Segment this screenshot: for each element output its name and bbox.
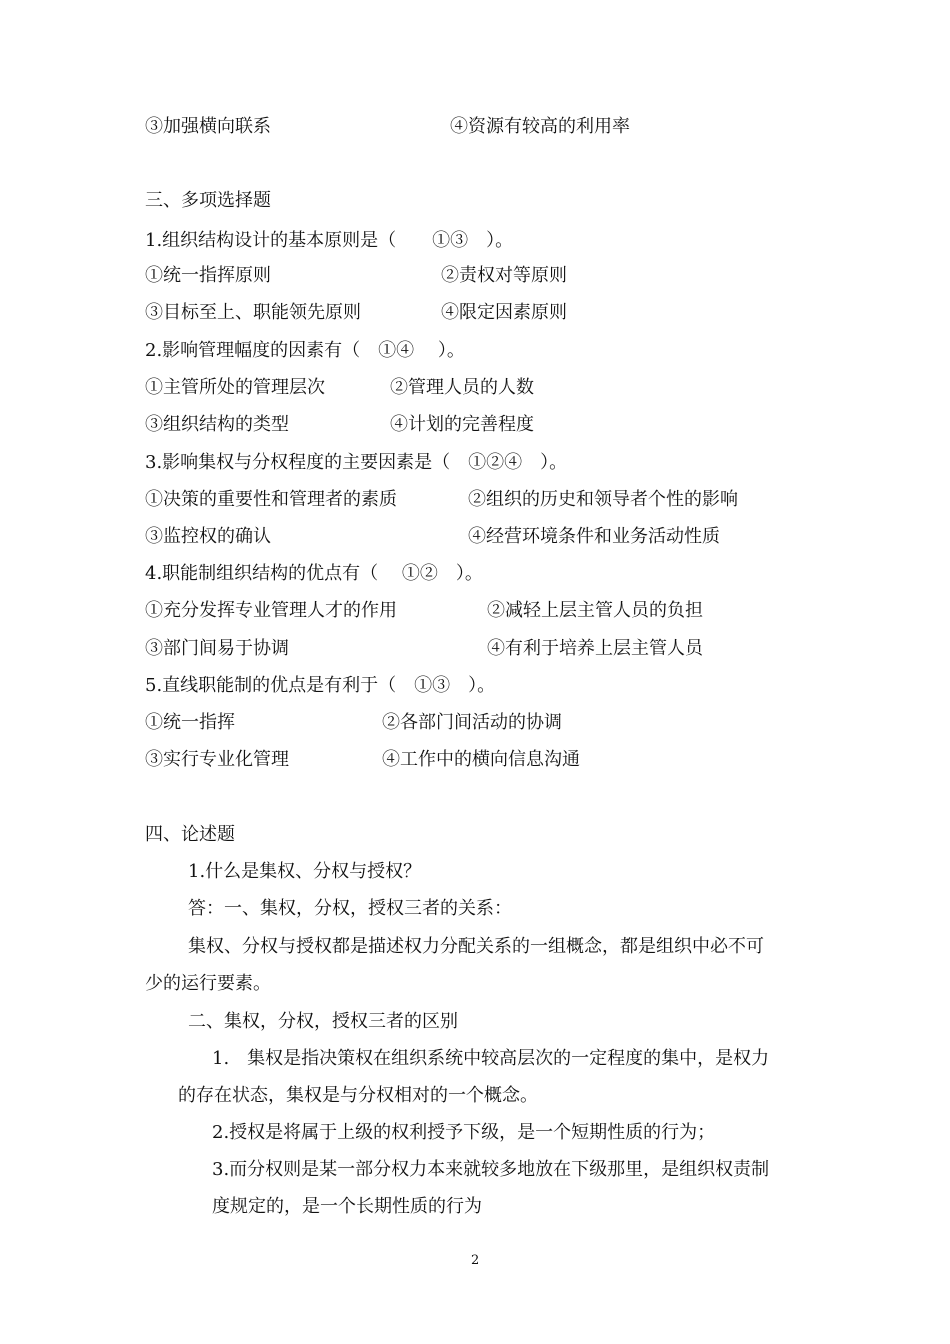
- option-text: ③实行专业化管理: [145, 749, 289, 770]
- question-stem: 4.职能制组织结构的优点有（ ①② ）。: [145, 563, 483, 584]
- option-text: ③部门间易于协调: [145, 638, 289, 659]
- section-heading: 三、多项选择题: [145, 190, 271, 211]
- paragraph-line: 少的运行要素。: [145, 973, 271, 994]
- option-text: ③目标至上、职能领先原则: [145, 302, 361, 323]
- paragraph-line: 的存在状态，集权是与分权相对的一个概念。: [178, 1085, 538, 1106]
- option-text: ②减轻上层主管人员的负担: [487, 600, 703, 621]
- option-text: ②组织的历史和领导者个性的影响: [468, 489, 738, 510]
- question-stem: 5.直线职能制的优点是有利于（ ①③ ）。: [145, 675, 496, 696]
- page-number: 2: [471, 1253, 480, 1268]
- essay-question: 1.什么是集权、分权与授权？: [188, 861, 422, 882]
- question-stem: 3.影响集权与分权程度的主要因素是（ ①②④ ）。: [145, 452, 568, 473]
- answer-intro: 答：一、集权，分权，授权三者的关系：: [188, 898, 512, 919]
- option-text: ②各部门间活动的协调: [382, 712, 562, 733]
- section-heading: 四、论述题: [145, 824, 235, 845]
- option-text: ①主管所处的管理层次: [145, 377, 325, 398]
- question-stem: 2.影响管理幅度的因素有（ ①④ ）。: [145, 340, 465, 361]
- option-text: ④有利于培养上层主管人员: [487, 638, 703, 659]
- question-stem: 1.组织结构设计的基本原则是（ ①③ ）。: [145, 230, 514, 251]
- paragraph-line: 集权、分权与授权都是描述权力分配关系的一组概念，都是组织中必不可: [188, 936, 764, 957]
- option-text: ①决策的重要性和管理者的素质: [145, 489, 397, 510]
- option-text: ①统一指挥: [145, 712, 235, 733]
- option-text: ④资源有较高的利用率: [450, 116, 630, 137]
- option-text: ①统一指挥原则: [145, 265, 271, 286]
- sub-heading: 二、集权，分权，授权三者的区别: [188, 1011, 458, 1032]
- option-text: ③监控权的确认: [145, 526, 271, 547]
- option-text: ④计划的完善程度: [390, 414, 534, 435]
- option-text: ②管理人员的人数: [390, 377, 534, 398]
- option-text: ①充分发挥专业管理人才的作用: [145, 600, 397, 621]
- option-text: ②责权对等原则: [441, 265, 567, 286]
- option-text: ④经营环境条件和业务活动性质: [468, 526, 720, 547]
- paragraph-line: 2.授权是将属于上级的权利授予下级，是一个短期性质的行为；: [212, 1122, 716, 1143]
- paragraph-line: 度规定的，是一个长期性质的行为: [212, 1196, 482, 1217]
- option-text: ④限定因素原则: [441, 302, 567, 323]
- paragraph-line: 3.而分权则是某一部分权力本来就较多地放在下级那里，是组织权责制: [212, 1159, 770, 1180]
- option-text: ③加强横向联系: [145, 116, 271, 137]
- option-text: ③组织结构的类型: [145, 414, 289, 435]
- paragraph-line: 1. 集权是指决策权在组织系统中较高层次的一定程度的集中，是权力: [212, 1048, 770, 1069]
- option-text: ④工作中的横向信息沟通: [382, 749, 580, 770]
